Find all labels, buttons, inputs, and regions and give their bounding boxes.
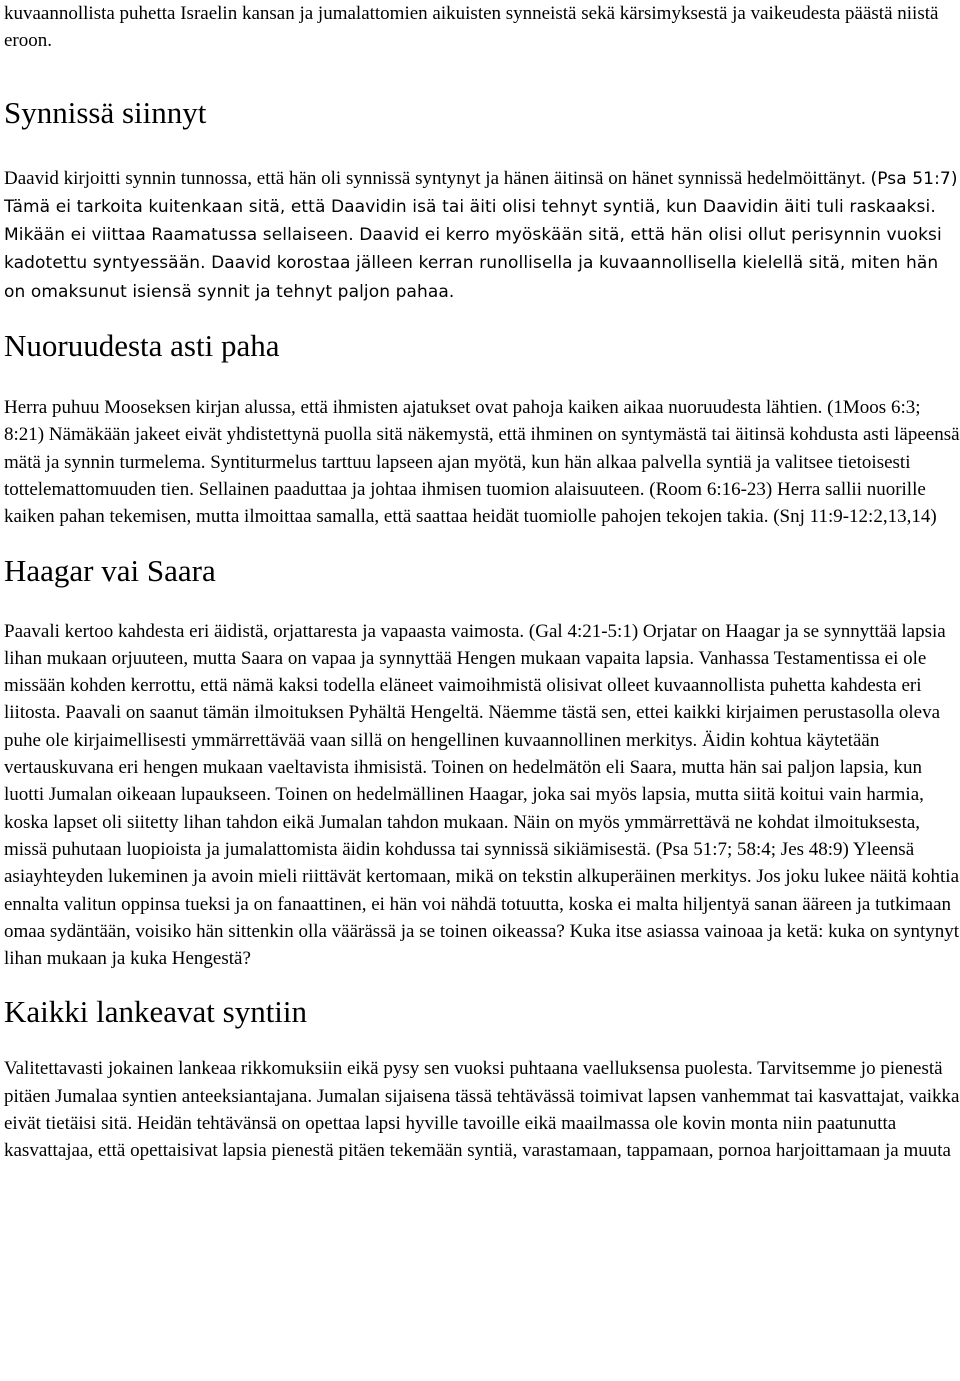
- heading-haagar-vai-saara: Haagar vai Saara: [4, 552, 216, 588]
- heading-nuoruudesta-asti-paha: Nuoruudesta asti paha: [4, 328, 280, 364]
- paragraph-nuoruudesta-asti-paha: Herra puhuu Mooseksen kirjan alussa, että ihmisten ajatukset ovat pahoja kaiken aikaa nuoruudesta lähtien. (1Moos 6:3; 8:21) Nämäkään jakeet eivät yhdistettynä puolla sitä näkemystä, että ihminen on syntymästä tai äitinsä kohdusta asti läpeensä mätä ja synnin turmelema. Syntiturmelus tarttuu lapseen ajan myötä, kun hän alkaa palvella syntiä ja valitsee tietoisesti tottelemattomuuden tien. Sellainen paaduttaa ja johtaa ihmisen tuomion alaisuuteen. (Room 6:16-23) Herra sallii nuorille kaiken pahan tekemisen, mutta ilmoittaa samalla, että saattaa heidät tuomiolle pahojen tekojen takia. (Snj 11:9-12:2,13,14): [4, 397, 960, 528]
- paragraph-kaikki-lankeavat-syntiin: Valitettavasti jokainen lankeaa rikkomuksiin eikä pysy sen vuoksi puhtaana vaelluksensa puolesta. Tarvitsemme jo pienestä pitäen Jumalaa syntien anteeksiantajana. Jumalan sijaisena tässä tehtävässä toimivat lapsen vanhemmat tai kasvattajat, vaikka eivät tietäisi sitä. Heidän tehtävänsä on opettaa lapsi hyville tavoille eikä maailmassa ole kovin monta niin paatunutta kasvattajaa, että opettaisivat lapsia pienestä pitäen tekemään syntiä, varastamaan, tappamaan, pornoa harjoittamaan ja muuta: [4, 1058, 960, 1162]
- document-page: [4, 0, 960, 1165]
- paragraph-haagar-vai-saara: Paavali kertoo kahdesta eri äidistä, orjattaresta ja vapaasta vaimosta. (Gal 4:21-5:1) Orjatar on Haagar ja se synnyttää lapsia lihan mukaan orjuuteen, mutta Saara on vapaa ja synnyttää Hengen mukaan vapaita lapsia. Vanhassa Testamentissa ei ole missään kohden kerrottu, että nämä kaksi todella eläneet vaimoihmistä olisivat olleet kuvaannollista puhetta kahdesta eri liitosta. Paavali on saanut tämän ilmoituksen Pyhältä Hengeltä. Näemme tästä sen, ettei kaikki kirjaimen perustasolla oleva puhe ole kirjaimellisesti ymmärrettävää vaan sillä on hengellinen kuvaannollinen merkitys. Äidin kohtua käytetään vertauskuvana eri hengen mukaan vaeltavista ihmisistä. Toinen on hedelmätön eli Saara, mutta hän sai paljon lapsia, kun luotti Jumalan oikeaan lupaukseen. Toinen on hedelmällinen Haagar, joka sai myös lapsia, mutta siitä koitui vain harmia, koska lapset oli siitetty lihan tahdon eikä Jumalan tahdon mukaan. Näin on myös ymmärrettävä ne kohdat ilmoituksesta, missä puhutaan luopioista ja jumalattomista äidin kohdussa tai synnissä sikiämisestä. (Psa 51:7; 58:4; Jes 48:9) Yleensä asiayhteyden lukeminen ja avoin mieli riittävät kertomaan, mikä on tekstin alkuperäinen merkitys. Jos joku lukee näitä kohtia ennalta valitun oppinsa tueksi ja on fanaattinen, ei hän voi nähdä totuutta, koska ei malta hiljentyä sanan ääreen ja tutkimaan omaa sydäntään, voisiko hän sittenkin olla väärässä ja se toinen oikeassa? Kuka itse asiassa vainoaa ja ketä: kuka on syntynyt lihan mukaan ja kuka Hengestä?: [4, 620, 960, 970]
- heading-synnissa-siinnyt: Synnissä siinnyt: [4, 94, 207, 130]
- paragraph-sans-part: (Psa 51:7) Tämä ei tarkoita kuitenkaan sitä, että Daavidin isä tai äiti olisi tehnyt syntiä, kun Daavidin äiti tuli raskaaksi. Mikään ei viittaa Raamatussa sellaiseen. Daavid ei kerro myöskään sitä, että hän olisi ollut perisynnin vuoksi kadotettu syntyessään. Daavid korostaa jälleen kerran runollisella ja kuvaannollisella kielellä sitä, miten hän on omaksunut isiensä synnit ja tehnyt paljon pahaa.: [4, 168, 958, 302]
- paragraph-synnissa-siinnyt: [4, 165, 960, 306]
- heading-kaikki-lankeavat-syntiin: Kaikki lankeavat syntiin: [4, 994, 308, 1030]
- paragraph-serif-part: Daavid kirjoitti synnin tunnossa, että hän oli synnissä syntynyt ja hänen äitinsä on hänet synnissä hedelmöittänyt.: [4, 167, 871, 189]
- intro-paragraph: kuvaannollista puhetta Israelin kansan ja jumalattomien aikuisten synneistä sekä kärsimyksestä ja vaikeudesta päästä niistä eroon.: [4, 3, 939, 52]
